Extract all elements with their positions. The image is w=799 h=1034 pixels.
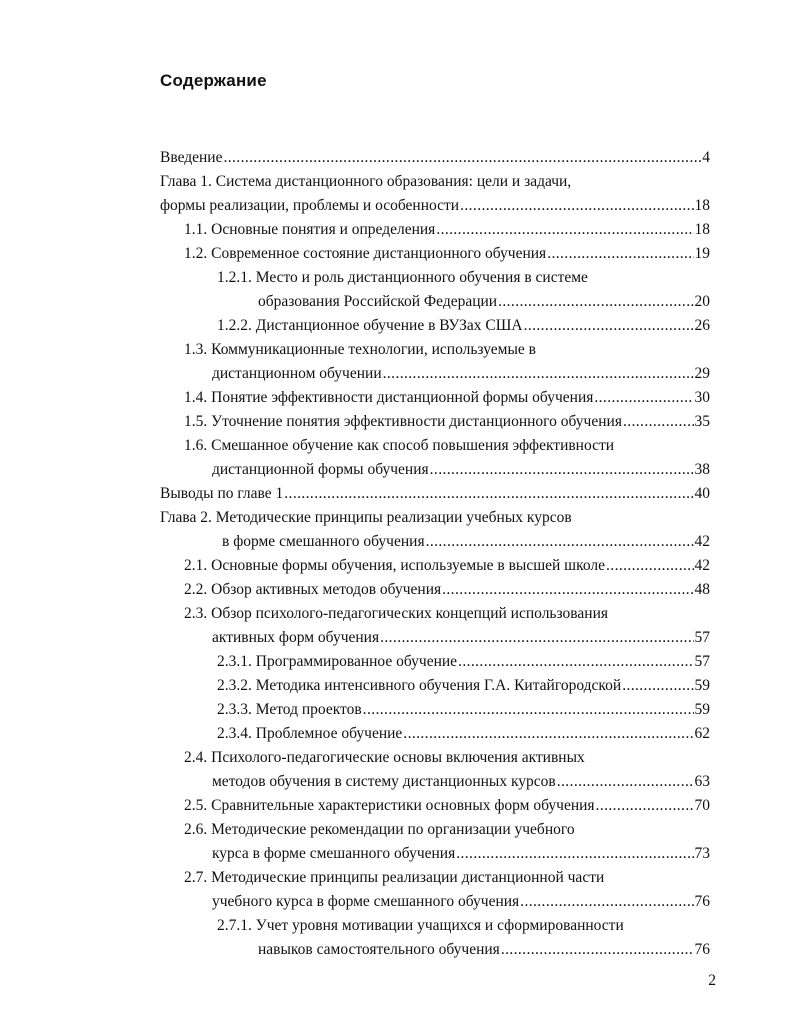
toc-entry-title: 2.3.1. Программированное обучение bbox=[217, 653, 458, 670]
toc-entry bbox=[184, 867, 710, 889]
toc-entry-page: 76 bbox=[694, 941, 710, 958]
toc-leader bbox=[426, 531, 694, 553]
toc-entry-title: в форме смешанного обучения bbox=[222, 533, 425, 550]
toc-entry-page: 26 bbox=[694, 317, 710, 334]
toc-entry-title: дистанционном обучении bbox=[212, 365, 382, 382]
toc-entry-title: 1.2. Современное состояние дистанционного обучения bbox=[184, 245, 547, 262]
toc-leader bbox=[524, 315, 694, 337]
toc-entry bbox=[184, 411, 710, 433]
toc-leader bbox=[442, 579, 693, 601]
toc-entry-page: 73 bbox=[694, 845, 710, 862]
toc-entry-page: 42 bbox=[694, 533, 710, 550]
page-title: Содержание bbox=[160, 71, 267, 90]
toc-leader bbox=[623, 411, 694, 433]
toc-entry bbox=[184, 219, 710, 241]
toc-entry-title: 2.7.1. Учет уровня мотивации учащихся и сформированности bbox=[217, 917, 624, 934]
toc-entry bbox=[184, 819, 710, 841]
toc-entry-title: методов обучения в систему дистанционных курсов bbox=[212, 773, 556, 790]
toc-entry bbox=[212, 891, 710, 913]
toc-leader bbox=[284, 483, 693, 505]
toc-entry bbox=[184, 435, 710, 457]
toc-entry-title: 2.3.4. Проблемное обучение bbox=[217, 725, 403, 742]
toc-entry-title: 2.7. Методические принципы реализации дистанционной части bbox=[184, 869, 605, 886]
toc-entry-title: 2.4. Психолого-педагогические основы включения активных bbox=[184, 749, 585, 766]
toc-entry-title: 2.3.3. Метод проектов bbox=[217, 701, 362, 718]
toc-entry-title: 2.5. Сравнительные характеристики основных форм обучения bbox=[184, 797, 595, 814]
toc-leader bbox=[498, 291, 693, 313]
toc-entry bbox=[258, 291, 710, 313]
toc-entry-page: 18 bbox=[694, 221, 710, 238]
toc-entry bbox=[212, 459, 710, 481]
toc-entry-page: 57 bbox=[694, 653, 710, 670]
toc-entry bbox=[184, 747, 710, 769]
toc-entry-title: учебного курса в форме смешанного обучения bbox=[212, 893, 520, 910]
toc-entry bbox=[258, 939, 710, 961]
toc-entry-page: 19 bbox=[694, 245, 710, 262]
toc-entry-title: 1.5. Уточнение понятия эффективности дистанционного обучения bbox=[184, 413, 622, 430]
toc-entry-title: 1.2.2. Дистанционное обучение в ВУЗах США bbox=[217, 317, 523, 334]
toc-leader bbox=[223, 147, 701, 169]
toc-leader bbox=[403, 723, 693, 745]
toc-entry-page: 63 bbox=[694, 773, 710, 790]
toc-leader bbox=[622, 675, 693, 697]
toc-entry-page: 29 bbox=[694, 365, 710, 382]
toc-entry-page: 38 bbox=[694, 461, 710, 478]
toc-entry bbox=[160, 507, 710, 529]
toc-entry bbox=[217, 915, 710, 937]
toc-entry bbox=[160, 147, 710, 169]
toc-entry bbox=[160, 483, 710, 505]
page-number: 2 bbox=[708, 972, 716, 989]
toc-leader bbox=[596, 795, 694, 817]
toc-leader bbox=[547, 243, 693, 265]
toc-entry-title: Введение bbox=[160, 149, 223, 166]
toc-leader bbox=[520, 891, 693, 913]
toc-entry-title: 2.6. Методические рекомендации по организации учебного bbox=[184, 821, 575, 838]
toc-entry-title: Глава 1. Система дистанционного образования: цели и задачи, bbox=[160, 173, 572, 190]
toc-entry-title: формы реализации, проблемы и особенности bbox=[160, 197, 460, 214]
toc-leader bbox=[460, 195, 693, 217]
toc-leader bbox=[436, 219, 693, 241]
toc-entry bbox=[184, 579, 710, 601]
toc-entry-title: 1.2.1. Место и роль дистанционного обучения в системе bbox=[217, 269, 588, 286]
toc-leader bbox=[557, 771, 694, 793]
toc-entry bbox=[212, 627, 710, 649]
toc-entry-title: Глава 2. Методические принципы реализации учебных курсов bbox=[160, 509, 572, 526]
toc-entry bbox=[217, 267, 710, 289]
toc-entry-title: дистанционной формы обучения bbox=[212, 461, 429, 478]
toc-entry bbox=[184, 555, 710, 577]
toc-entry-page: 59 bbox=[694, 701, 710, 718]
toc-entry bbox=[184, 387, 710, 409]
toc-entry-page: 59 bbox=[694, 677, 710, 694]
toc-entry bbox=[212, 363, 710, 385]
toc-entry-title: 2.3.2. Методика интенсивного обучения Г.А. Китайгородской bbox=[217, 677, 622, 694]
toc-entry-page: 48 bbox=[694, 581, 710, 598]
toc-entry-title: 2.3. Обзор психолого-педагогических концепций использования bbox=[184, 605, 608, 622]
toc-entry-page: 20 bbox=[694, 293, 710, 310]
toc-leader bbox=[430, 459, 694, 481]
toc-entry-page: 70 bbox=[694, 797, 710, 814]
toc-leader bbox=[458, 651, 693, 673]
toc-entry-title: курса в форме смешанного обучения bbox=[212, 845, 456, 862]
toc-entry-page: 62 bbox=[694, 725, 710, 742]
toc-entry bbox=[184, 795, 710, 817]
toc-entry-page: 40 bbox=[694, 485, 710, 502]
toc-entry-page: 4 bbox=[702, 149, 710, 166]
toc-entry-title: навыков самостоятельного обучения bbox=[258, 941, 500, 958]
toc-entry-title: 1.6. Смешанное обучение как способ повышения эффективности bbox=[184, 437, 615, 454]
toc-entry bbox=[212, 771, 710, 793]
toc-entry-page: 76 bbox=[694, 893, 710, 910]
toc-entry-title: активных форм обучения bbox=[212, 629, 380, 646]
toc-entry-page: 18 bbox=[694, 197, 710, 214]
toc-entry bbox=[222, 531, 710, 553]
toc-leader bbox=[380, 627, 693, 649]
toc-leader bbox=[456, 843, 693, 865]
toc-entry bbox=[184, 339, 710, 361]
toc-entry bbox=[217, 723, 710, 745]
toc-leader bbox=[501, 939, 694, 961]
toc-entry-title: 1.1. Основные понятия и определения bbox=[184, 221, 436, 238]
toc-entry-title: 1.4. Понятие эффективности дистанционной формы обучения bbox=[184, 389, 594, 406]
toc-entry-page: 42 bbox=[694, 557, 710, 574]
toc-entry-title: 2.1. Основные формы обучения, используемые в высшей школе bbox=[184, 557, 606, 574]
toc-entry-page: 35 bbox=[694, 413, 710, 430]
toc-leader bbox=[594, 387, 693, 409]
toc-entry bbox=[217, 651, 710, 673]
toc-entry bbox=[217, 675, 710, 697]
toc-entry-page: 30 bbox=[694, 389, 710, 406]
toc-leader bbox=[606, 555, 693, 577]
toc-entry bbox=[160, 171, 710, 193]
toc-entry bbox=[217, 699, 710, 721]
toc-entry-title: 1.3. Коммуникационные технологии, используемые в bbox=[184, 341, 536, 358]
toc-entry bbox=[184, 243, 710, 265]
toc-entry-title: образования Российской Федерации bbox=[258, 293, 498, 310]
toc-entry bbox=[184, 603, 710, 625]
toc-leader bbox=[383, 363, 694, 385]
toc-leader bbox=[363, 699, 694, 721]
toc-entry bbox=[160, 195, 710, 217]
toc-entry-page: 57 bbox=[694, 629, 710, 646]
toc-entry-title: Выводы по главе 1 bbox=[160, 485, 284, 502]
toc-entry bbox=[217, 315, 710, 337]
toc-entry-title: 2.2. Обзор активных методов обучения bbox=[184, 581, 442, 598]
toc-entry bbox=[212, 843, 710, 865]
